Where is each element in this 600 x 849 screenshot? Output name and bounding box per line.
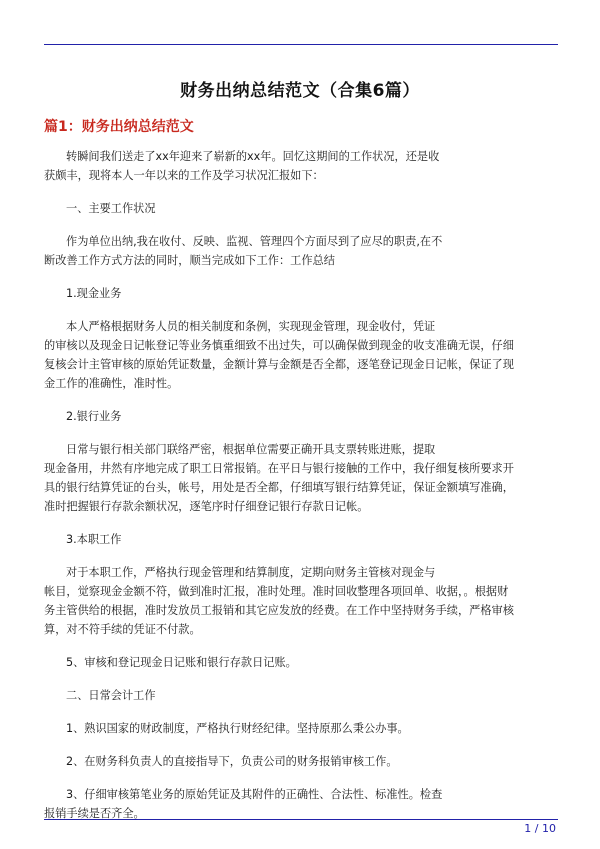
paragraph-line: 现金备用，井然有序地完成了职工日常报销。在平日与银行接触的工作中，我仔细复核所要求开 (44, 462, 514, 475)
document-body (44, 147, 558, 837)
paragraph (44, 563, 558, 639)
paragraph-line: 转瞬间我们送走了xx年迎来了崭新的xx年。回忆这期间的工作状况，还是收 (66, 150, 440, 163)
paragraph-line: 获颇丰，现将本人一年以来的工作及学习状况汇报如下： (44, 169, 324, 182)
paragraph (44, 653, 558, 672)
paragraph-line: 的审核以及现金日记帐登记等业务慎重细致不出过失，可以确保做到现金的收支准确无误，仔细 (44, 339, 514, 352)
paragraph-line: 3.本职工作 (66, 533, 122, 546)
paragraph (44, 686, 558, 705)
paragraph (44, 199, 558, 218)
paragraph-line: 具的银行结算凭证的台头，帐号，用处是否全都，仔细填写银行结算凭证，保证金额填写准确， (44, 481, 514, 494)
paragraph-line: 一、主要工作状况 (66, 202, 156, 215)
paragraph-line: 本人严格根据财务人员的相关制度和条例，实现现金管理，现金收付，凭证 (66, 320, 436, 333)
paragraph-line: 作为单位出纳,我在收付、反映、监视、管理四个方面尽到了应尽的职责,在不 (66, 235, 443, 248)
footer-rule (44, 819, 558, 820)
paragraph (44, 719, 558, 738)
header-rule (44, 44, 558, 45)
paragraph-line: 2、在财务科负责人的直接指导下，负责公司的财务报销审核工作。 (66, 755, 398, 768)
paragraph-line: 1.现金业务 (66, 287, 122, 300)
section-heading: 篇1：财务出纳总结范文 (44, 119, 194, 135)
paragraph-line: 金工作的准确性，准时性。 (44, 377, 179, 390)
paragraph-line: 日常与银行相关部门联络严密，根据单位需要正确开具支票转账进账，提取 (66, 443, 436, 456)
paragraph-line: 二、日常会计工作 (66, 689, 156, 702)
paragraph (44, 284, 558, 303)
paragraph-line: 复核会计主管审核的原始凭证数量，金额计算与金额是否全都，逐笔登记现金日记帐，保证了现 (44, 358, 514, 371)
paragraph (44, 407, 558, 426)
paragraph-line: 务主管供给的根据，准时发放员工报销和其它应发放的经费。在工作中坚持财务手续，严格审核 (44, 604, 514, 617)
paragraph-line: 对于本职工作，严格执行现金管理和结算制度，定期向财务主管核对现金与 (66, 566, 436, 579)
paragraph (44, 785, 558, 823)
paragraph-line: 报销手续是否齐全。 (44, 807, 145, 820)
paragraph (44, 752, 558, 771)
paragraph-line: 算，对不符手续的凭证不付款。 (44, 623, 201, 636)
paragraph-line: 1、熟识国家的财政制度，严格执行财经纪律。坚持原那么秉公办事。 (66, 722, 409, 735)
paragraph (44, 147, 558, 185)
paragraph-line: 3、仔细审核第笔业务的原始凭证及其附件的正确性、合法性、标准性。检查 (66, 788, 443, 801)
paragraph-line: 准时把握银行存款余额状况，逐笔序时仔细登记银行存款日记帐。 (44, 500, 369, 513)
paragraph (44, 317, 558, 393)
paragraph-line: 5、审核和登记现金日记账和银行存款日记账。 (66, 656, 297, 669)
paragraph-line: 2.银行业务 (66, 410, 122, 423)
paragraph (44, 232, 558, 270)
paragraph-line: 帐目，觉察现金金额不符，做到准时汇报，准时处理。准时回收整理各项回单、收据，。根据财 (44, 585, 509, 598)
page-number: 1 / 10 (524, 822, 556, 835)
paragraph (44, 530, 558, 549)
document-title: 财务出纳总结范文（合集6篇） (180, 81, 420, 101)
paragraph-line: 断改善工作方式方法的同时，顺当完成如下工作：工作总结 (44, 254, 335, 267)
paragraph (44, 440, 558, 516)
